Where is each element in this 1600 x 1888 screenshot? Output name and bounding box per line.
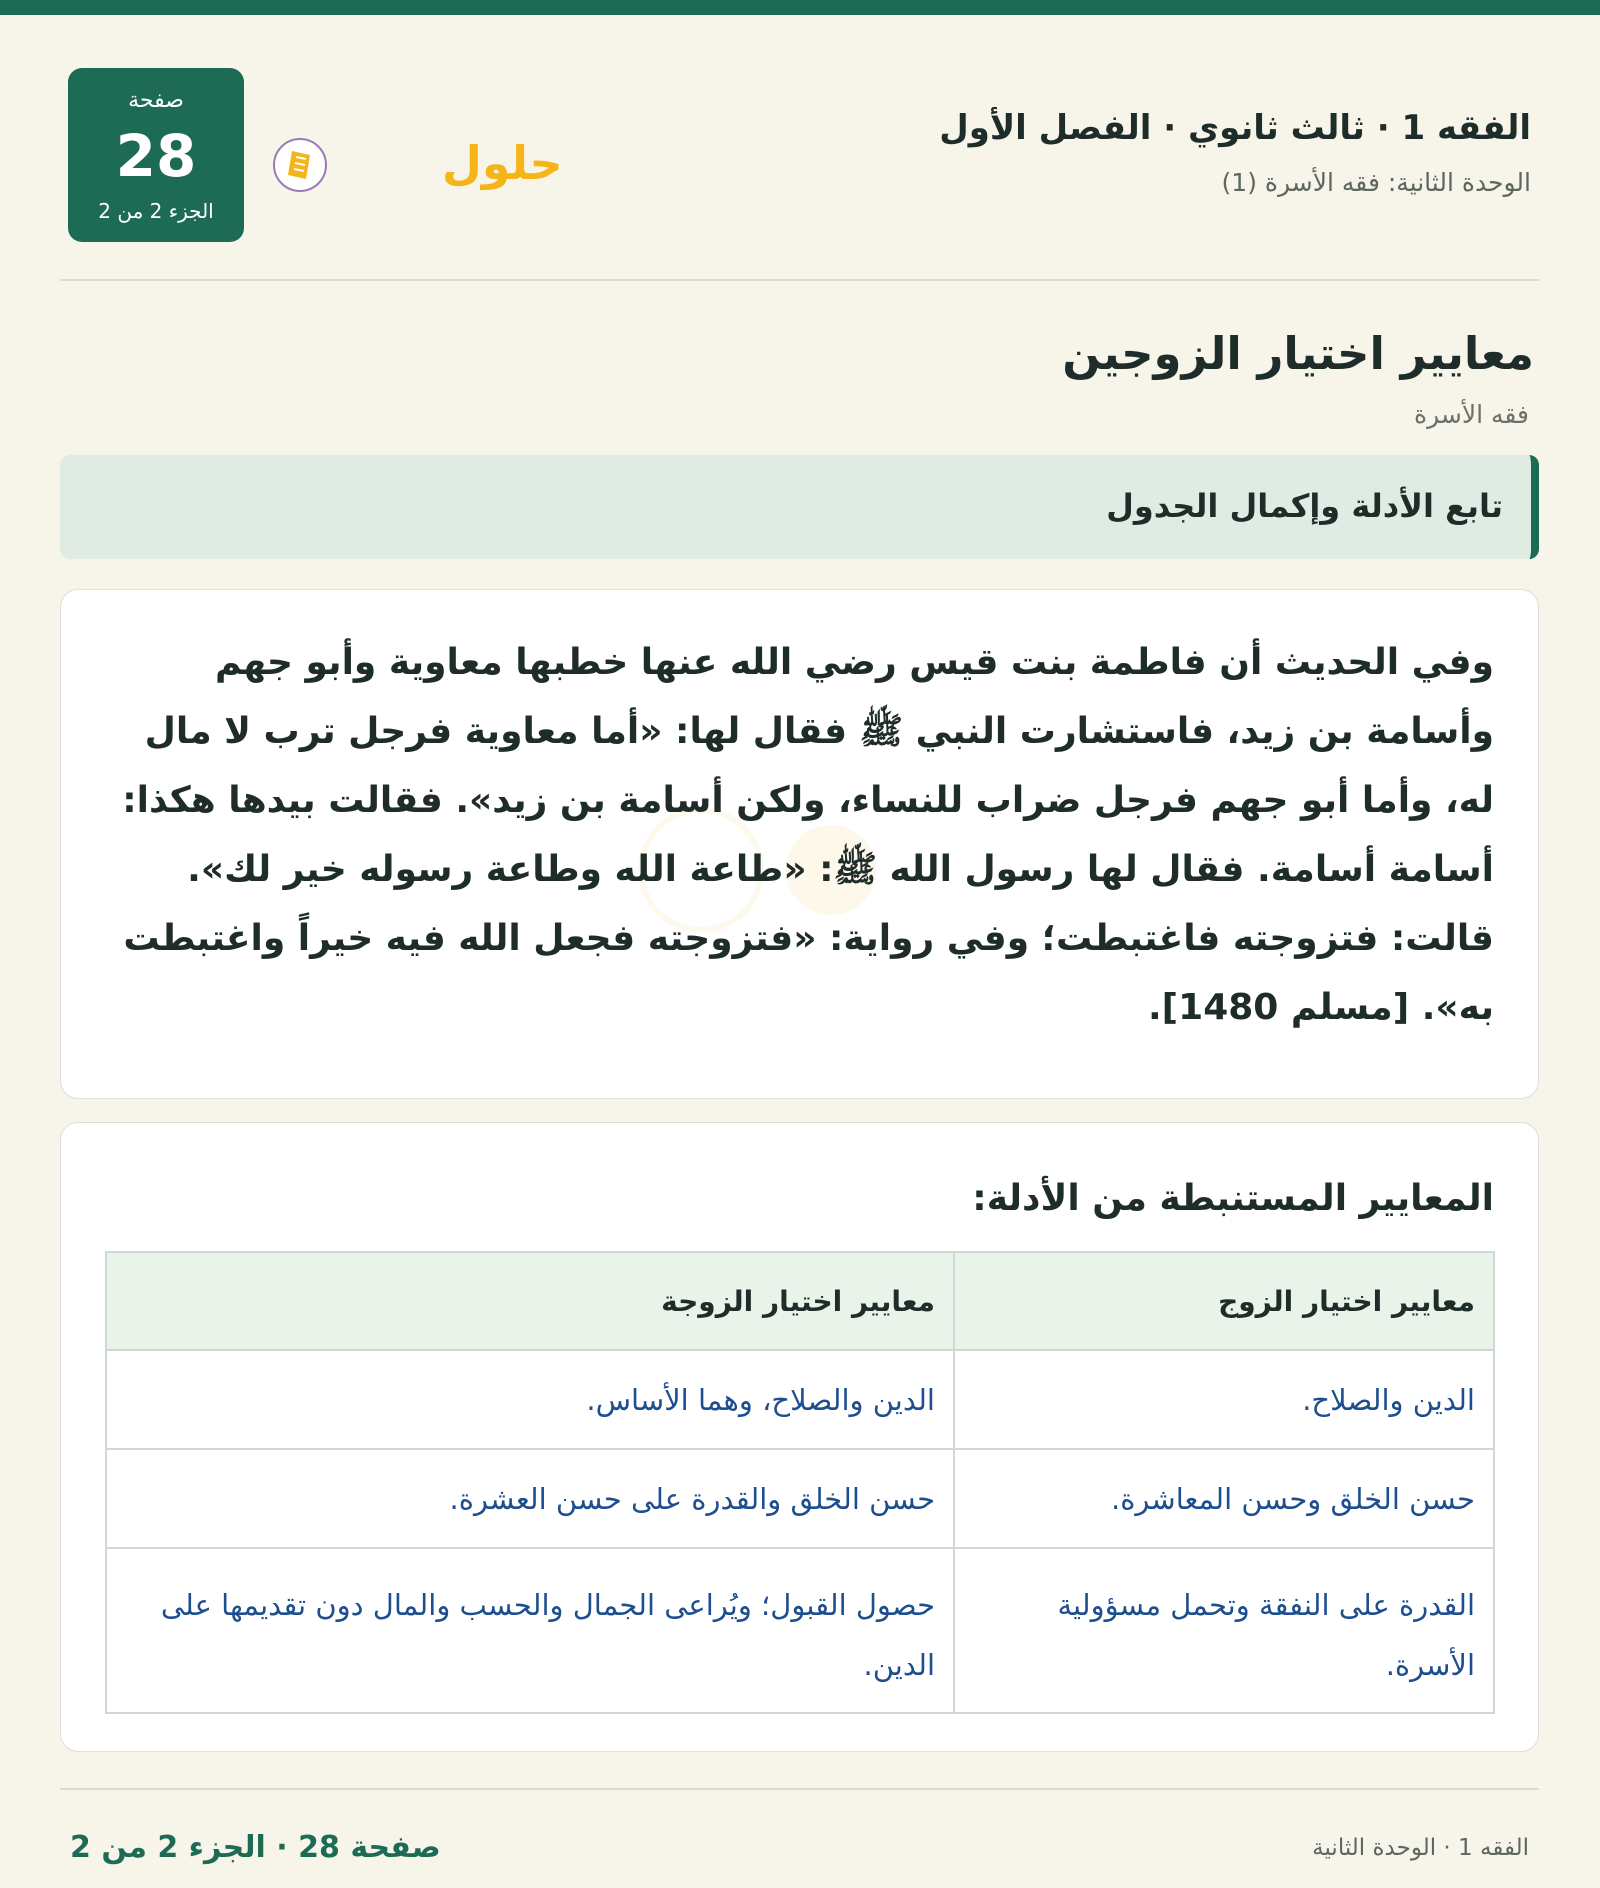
table-header-row (106, 1252, 1494, 1350)
section-title: معايير اختيار الزوجين (1062, 327, 1534, 380)
cell-husband: القدرة على النفقة وتحمل مسؤولية الأسرة. (954, 1548, 1494, 1713)
page-footer (60, 1788, 1539, 1888)
section-subtitle: فقه الأسرة (1414, 400, 1529, 429)
badge-page-number: 28 (115, 122, 197, 190)
header-wife: معايير اختيار الزوجة (106, 1252, 954, 1350)
badge-label: صفحة (128, 88, 184, 113)
table-row (106, 1350, 1494, 1449)
footer-book-unit: الفقه 1 · الوحدة الثانية (1312, 1835, 1529, 1861)
section-callout (60, 455, 1539, 559)
book-title: الفقه 1 · ثالث ثانوي · الفصل الأول (939, 108, 1531, 148)
header-husband: معايير اختيار الزوج (954, 1252, 1494, 1350)
cell-wife: حسن الخلق والقدرة على حسن العشرة. (106, 1449, 954, 1548)
cell-wife: حصول القبول؛ ويُراعى الجمال والحسب والمال دون تقديمها على الدين. (106, 1548, 954, 1713)
top-accent-bar (0, 0, 1600, 15)
hulul-logo (272, 115, 563, 215)
page-badge (68, 68, 244, 242)
callout-text: تابع الأدلة وإكمال الجدول (1106, 487, 1503, 525)
criteria-title: المعايير المستنبطة من الأدلة: (972, 1178, 1494, 1219)
page-header (60, 15, 1539, 281)
criteria-table (105, 1251, 1495, 1714)
unit-subtitle: الوحدة الثانية: فقه الأسرة (1) (1221, 168, 1531, 197)
cell-husband: حسن الخلق وحسن المعاشرة. (954, 1449, 1494, 1548)
criteria-card (60, 1122, 1539, 1752)
hadith-text: وفي الحديث أن فاطمة بنت قيس رضي الله عنها خطبها معاوية وأبو جهم وأسامة بن زيد، فاستشارت النبي ﷺ فقال لها: «أما معاوية فرجل ترب لا مال له، وأما أبو جهم فرجل ضراب للنساء، ولكن أسامة بن زيد». فقالت بيدها هكذا: أسامة أسامة. فقال لها رسول الله ﷺ: «طاعة الله وطاعة رسوله خير لك». قالت: فتزوجته فاغتبطت؛ وفي رواية: «فتزوجته فجعل الله فيه خيراً واغتبطت به». [مسلم 1480]. (122, 642, 1494, 1028)
table-row (106, 1449, 1494, 1548)
logo-text: حلول (442, 136, 563, 190)
footer-page-info: صفحة 28 · الجزء 2 من 2 (70, 1830, 441, 1865)
cell-husband: الدين والصلاح. (954, 1350, 1494, 1449)
cell-wife: الدين والصلاح، وهما الأساس. (106, 1350, 954, 1449)
hadith-card (60, 589, 1539, 1099)
table-row (106, 1548, 1494, 1713)
page (60, 15, 1539, 1886)
badge-part: الجزء 2 من 2 (98, 199, 214, 223)
